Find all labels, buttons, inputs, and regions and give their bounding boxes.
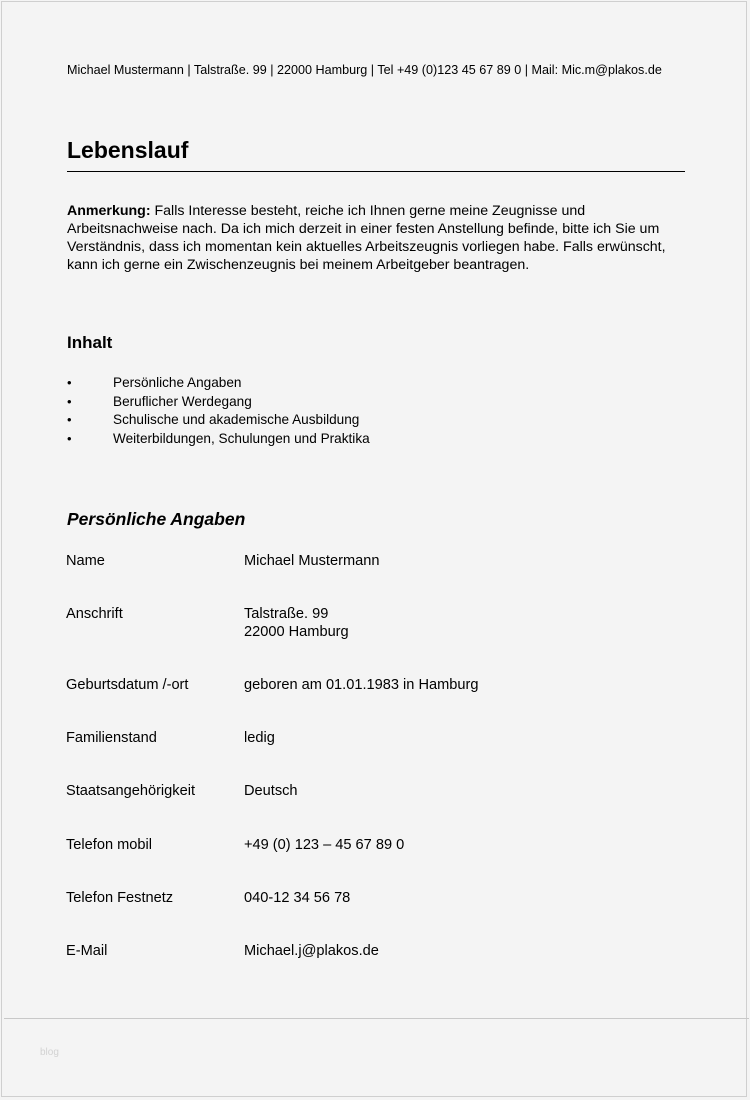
info-value-line: Michael Mustermann (244, 553, 380, 569)
info-value-line: 22000 Hamburg (244, 624, 349, 640)
toc-item (67, 374, 370, 393)
info-value-line: ledig (244, 730, 275, 746)
toc-item-label: Beruflicher Werdegang (113, 393, 252, 409)
info-label: Telefon mobil (66, 837, 152, 853)
bullet-icon: • (67, 431, 72, 447)
info-label: Anschrift (66, 606, 123, 622)
section-heading-personal: Persönliche Angaben (67, 509, 246, 529)
info-value-line: Deutsch (244, 783, 298, 799)
toc-item (67, 430, 370, 449)
info-value-line: Talstraße. 99 (244, 606, 329, 622)
info-label: Familienstand (66, 730, 157, 746)
note-paragraph (67, 202, 667, 274)
toc-item (67, 393, 370, 412)
title-divider (67, 171, 685, 172)
note-label: Anmerkung: (67, 203, 151, 219)
note-text: Falls Interesse besteht, reiche ich Ihnen gerne meine Zeugnisse und Arbeitsnachweise nach. Da ich mich derzeit in einer festen Anstellung befinde, bitte ich Sie um Verständnis, dass ich momentan kein aktuelles Arbeitszeugnis vorliegen habe. Falls erwünscht, kann ich gerne ein Zwischenzeugnis bei meinem Arbeitgeber beantragen. (67, 203, 666, 273)
watermark: blog (40, 1047, 59, 1058)
info-label: Geburtsdatum /-ort (66, 677, 189, 693)
info-label: Telefon Festnetz (66, 890, 174, 906)
info-value (244, 605, 349, 641)
info-value (244, 942, 379, 960)
info-value (244, 889, 350, 907)
bullet-icon: • (67, 393, 72, 409)
toc-list (67, 374, 370, 449)
info-value-line: 040-12 34 56 78 (244, 890, 351, 906)
toc-item-label: Schulische und akademische Ausbildung (113, 412, 360, 428)
toc-heading: Inhalt (67, 333, 113, 352)
info-value (244, 552, 379, 570)
contact-header: Michael Mustermann | Talstraße. 99 | 22000 Hamburg | Tel +49 (0)123 45 67 89 0 | Mail: Mic.m@plakos.de (67, 63, 662, 77)
footer-divider (4, 1018, 749, 1019)
info-value-line: Michael.j@plakos.de (244, 943, 379, 959)
info-value (244, 782, 298, 800)
page (1, 1, 747, 1097)
document-title: Lebenslauf (67, 137, 189, 163)
info-value-line: +49 (0) 123 – 45 67 89 0 (244, 837, 405, 853)
toc-item (67, 411, 370, 430)
bullet-icon: • (67, 412, 72, 428)
info-value (244, 836, 404, 854)
info-value (244, 729, 275, 747)
info-value (244, 676, 478, 694)
info-label: Name (66, 553, 105, 569)
info-value-line: geboren am 01.01.1983 in Hamburg (244, 677, 479, 693)
toc-item-label: Persönliche Angaben (113, 375, 242, 390)
toc-item-label: Weiterbildungen, Schulungen und Praktika (113, 431, 370, 447)
info-label: E-Mail (66, 943, 108, 959)
bullet-icon: • (67, 375, 72, 390)
info-label: Staatsangehörigkeit (66, 783, 195, 799)
